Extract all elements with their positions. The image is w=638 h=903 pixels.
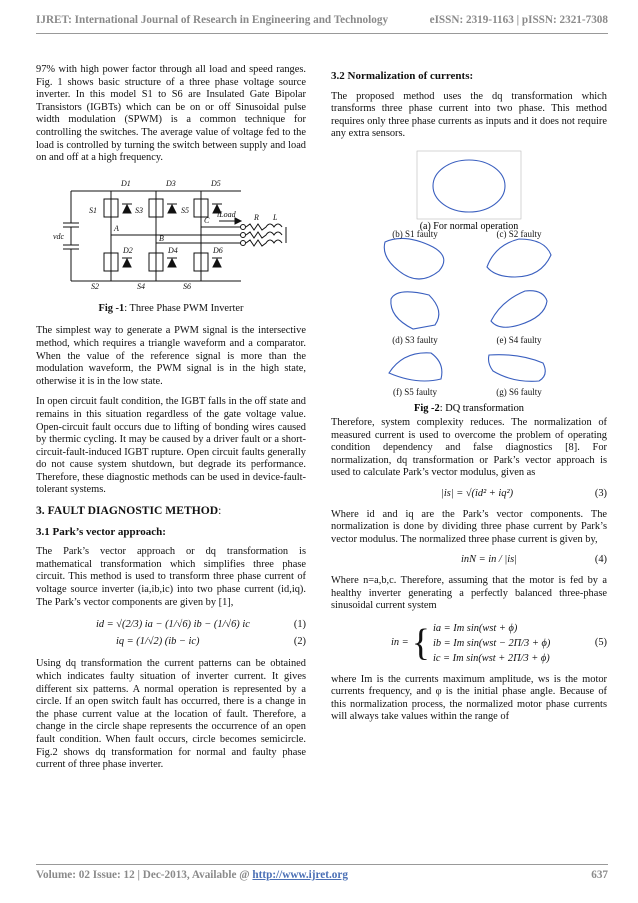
journal-name: IJRET: International Journal of Research in Engineering and Technology [36, 14, 389, 26]
label-l: L [273, 212, 278, 222]
label-c: C [204, 215, 210, 225]
caption-text: : Three Phase PWM Inverter [124, 302, 244, 314]
equation-3-number: (3) [594, 487, 607, 499]
brace-glyph: { [411, 622, 430, 665]
label-a: A [114, 223, 119, 233]
header-rule [36, 33, 608, 34]
equation-2-body: iq = (1/√2) (ib − ic) [116, 635, 200, 647]
label-d5: D5 [211, 178, 221, 188]
paragraph: Therefore, system complexity reduces. The normalization of measured current is used to overcome the problem of operating condition dependency and false diagnostics [8]. For normalization, dq transformation or Park’s vector approach is used to calculate Park’s vector modulus, given as [331, 416, 607, 479]
equation-3 [331, 488, 607, 501]
label-s5: S5 [181, 205, 189, 215]
label-iload: iLoad [217, 209, 236, 219]
equation-1-body: id = √(2/3) ia − (1/√6) ib − (1/√6) ic [96, 619, 250, 631]
fig2-e-label: (e) S4 faulty [496, 334, 542, 345]
page-footer [36, 869, 608, 881]
label-s2: S2 [91, 281, 99, 291]
equation-3-body: |is| = √(id² + iq²) [441, 487, 514, 499]
equation-5-number: (5) [594, 636, 607, 648]
paragraph: 97% with high power factor through all load and speed ranges. Fig. 1 shows basic structure of a three phase voltage source inverter. In this model S1 to S6 are Insulated Gate Bipolar Transistors (IGBTs) which can be on or off Sinusoidal pulse width modulation (SPWM) is a common technique for controlling the switches. The average value of voltage fed to the load is controlled by turning the switch between supply and load on and off at a high frequency. [36, 64, 306, 164]
paragraph: where Im is the currents maximum amplitude, ws is the motor currents frequency, and φ is the initial phase angle. Because of this normalization process, the normalized motor phase currents will always take values within the range of [331, 673, 607, 723]
page-number: 637 [591, 869, 608, 881]
figure-1-caption [36, 303, 306, 316]
footer-rule [36, 864, 608, 865]
equation-2-number: (2) [293, 635, 306, 647]
label-s3: S3 [135, 205, 143, 215]
label-s1: S1 [89, 205, 97, 215]
fig2-b-label: (b) S1 faulty [392, 228, 438, 239]
subsection-heading: 3.1 Park’s vector approach: [36, 525, 166, 538]
section-heading-colon: : [218, 504, 222, 518]
fig2-normal-label: (a) For normal operation [419, 220, 519, 232]
footer-volume-text: Volume: 02 Issue: 12 | Dec-2013, Available @ [36, 869, 250, 881]
label-d4: D4 [168, 245, 178, 255]
footer-url-link[interactable]: http://www.ijret.org [252, 869, 348, 881]
paragraph: Where id and iq are the Park’s vector components. The normalization is done by dividing three phase current by Park’s vector modulus. The normalized three phase current is given by, [331, 508, 607, 545]
caption-label: Fig -2 [414, 402, 440, 414]
paragraph: The simplest way to generate a PWM signal is the intersective method, which requires a triangle waveform and a comparator. When the value of the reference signal is more than the modulation waveform, the PWM signal is in the high state, otherwise it is in the low state. [36, 325, 306, 387]
label-vdc: vdc [53, 231, 65, 241]
equation-5-cases [433, 621, 550, 666]
section-heading [36, 505, 306, 518]
fig2-g-label: (g) S6 faulty [496, 386, 542, 397]
label-b: B [159, 233, 164, 243]
caption-text: : DQ transformation [439, 402, 524, 414]
paragraph: In open circuit fault condition, the IGBT falls in the off state and remains in this situation regardless of the gate voltage value. Open-circuit fault occurs due to lifting of bonding wires caused by thermic cycling. It may be caused by a driver fault or a short-circuit-fault-induced IGBT rupture. Open circuit faults generally do not cause system shutdown, but degrade its performance. Therefore, these diagnostic methods can be used in device-fault-tolerant systems. [36, 396, 306, 496]
label-s4: S4 [137, 281, 145, 291]
equation-4-body: inN = in / |is| [461, 554, 518, 566]
equation-1 [36, 619, 306, 632]
label-d1: D1 [121, 178, 131, 188]
paragraph: Using dq transformation the current patterns can be obtained which indicates faulty situation of inverter current. It gives different six patterns. A normal operation is represented by a circle. If an open switch fault has occurred, there is a change in the phase current value at the location of fault. Therefore, a change in the circle shape represents the occurrence of an open fault condition. When fault occurs, circle becomes semicircle. Fig.2 shows dq transformation for normal and faulty phase current of three phase inverter. [36, 658, 306, 771]
equation-5 [331, 621, 607, 666]
dq-transformation-figure [369, 149, 569, 441]
equation-5-b: ib = Im sin(wst − 2Π/3 + ϕ) [432, 637, 551, 649]
equation-5-lhs: in = [391, 636, 409, 648]
paragraph: Where n=a,b,c. Therefore, assuming that the motor is fed by a healthy inverter generating a perfectly balanced three-phase sinusoidal current system [331, 574, 607, 612]
equation-4 [331, 554, 607, 567]
figure-2-caption [414, 403, 525, 414]
fig2-d-label: (d) S3 faulty [392, 334, 438, 345]
fig2-c-label: (c) S2 faulty [496, 228, 542, 239]
subsection-heading: 3.2 Normalization of currents: [331, 70, 474, 82]
three-phase-inverter-figure [51, 173, 291, 295]
page-header [36, 14, 608, 30]
label-d3: D3 [166, 178, 176, 188]
right-column [331, 64, 607, 732]
fig2-f-label: (f) S5 faulty [393, 386, 437, 397]
left-column [36, 64, 306, 780]
equation-5-a: ia = Im sin(wst + ϕ) [432, 622, 518, 634]
label-s6: S6 [183, 281, 191, 291]
footer-volume [36, 869, 348, 881]
section-heading-text: 3. FAULT DIAGNOSTIC METHOD [36, 504, 219, 518]
equation-5-c: ic = Im sin(wst + 2Π/3 + ϕ) [432, 652, 550, 664]
equation-2 [36, 636, 306, 649]
equation-4-number: (4) [594, 554, 607, 566]
equation-1-number: (1) [293, 619, 306, 631]
paragraph: The Park’s vector approach or dq transformation is mathematical transformation which simplifies three phase circuit. This method is used to transform three phase current of voltage source inverter (ia,ib,ic) into two phase current (id,iq). The Park’s vector components are given by [1], [36, 546, 306, 608]
label-d2: D2 [123, 245, 133, 255]
label-d6: D6 [213, 245, 223, 255]
label-r: R [254, 212, 259, 222]
paragraph: The proposed method uses the dq transformation which transforms three phase current into two phase. This method requires only three phase currents as inputs and it does not require any extra sensors. [331, 90, 607, 140]
caption-label: Fig -1 [98, 302, 125, 314]
issn: eISSN: 2319-1163 | pISSN: 2321-7308 [429, 14, 608, 26]
